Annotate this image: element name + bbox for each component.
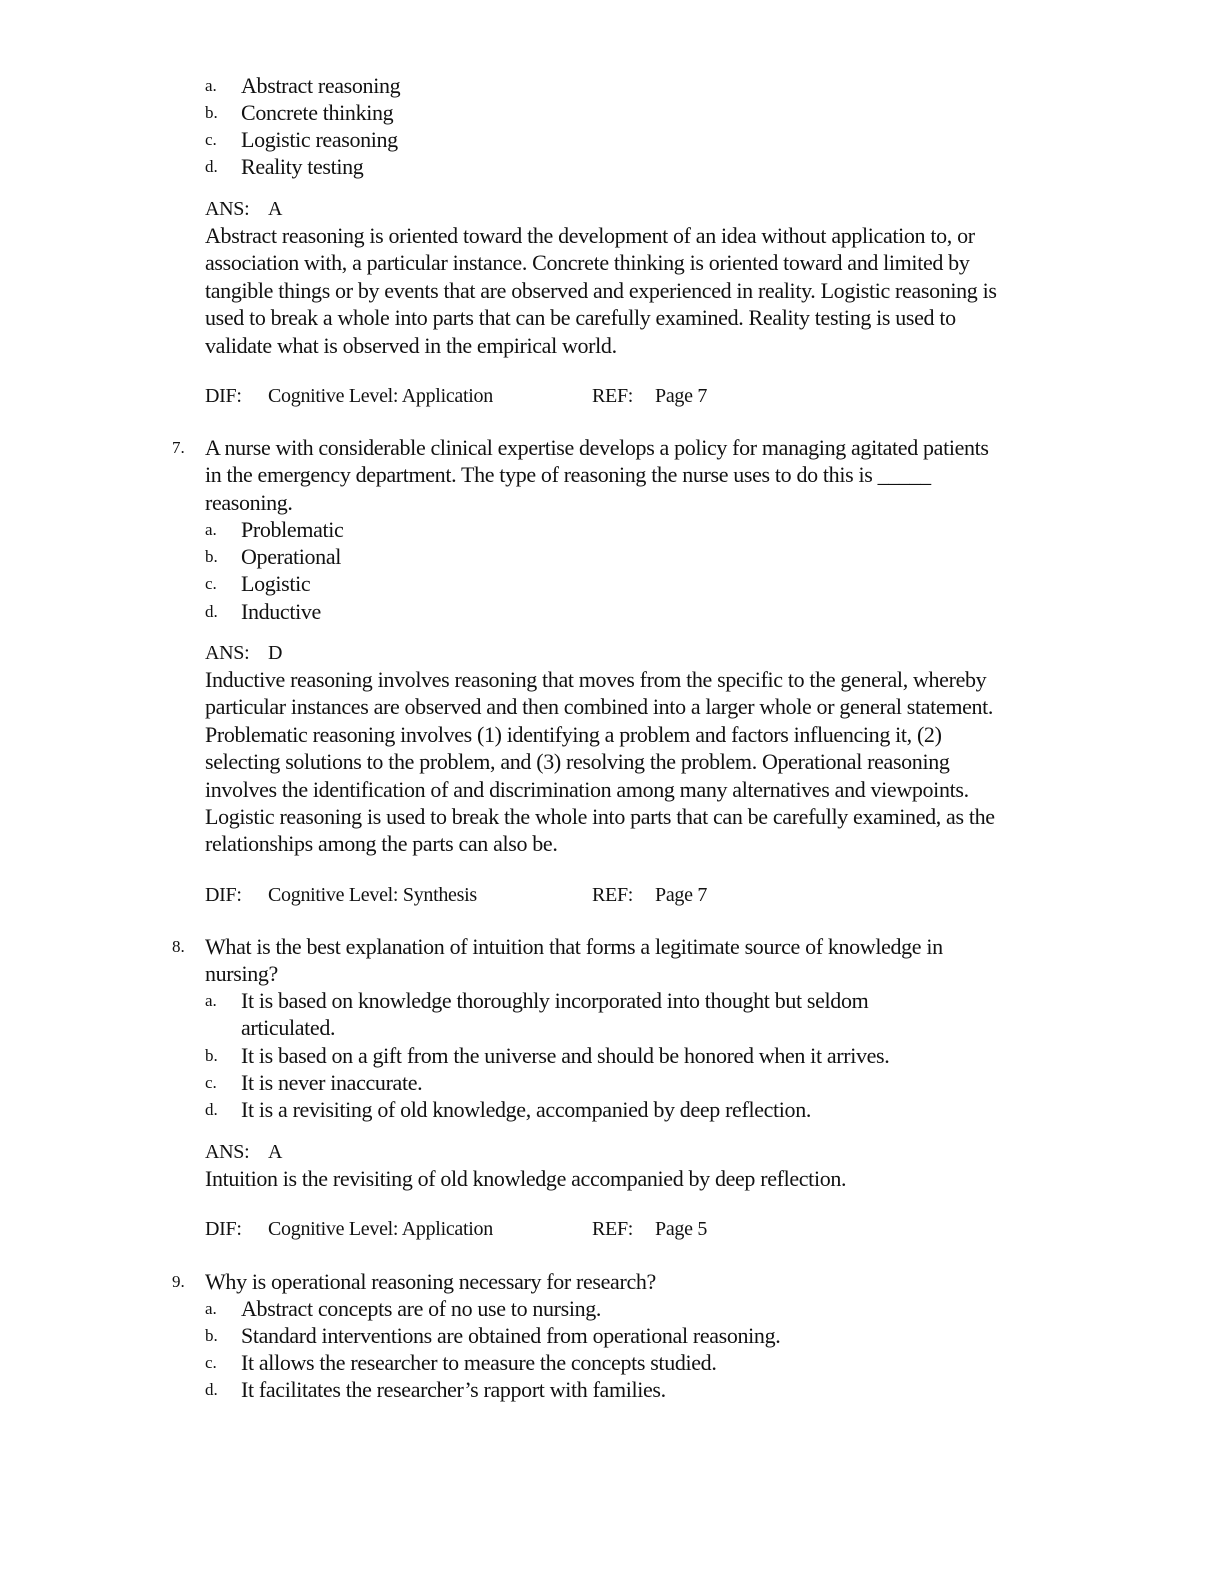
answer-label: ANS: xyxy=(205,642,250,664)
ref-value: Page 5 xyxy=(655,1218,708,1240)
dif-label: DIF: xyxy=(205,884,242,906)
option-letter: c. xyxy=(205,1353,217,1372)
question-number: 7. xyxy=(172,438,185,457)
option-letter: d. xyxy=(205,602,218,621)
rationale-line: Intuition is the revisiting of old knowledge accompanied by deep reflection. xyxy=(205,1166,847,1191)
question-stem xyxy=(205,434,1105,516)
answer-value: A xyxy=(268,198,283,220)
question-stem xyxy=(205,933,1105,988)
option-text: It facilitates the researcher’s rapport with families. xyxy=(241,1377,666,1402)
ref-label: REF: xyxy=(592,1218,634,1240)
rationale xyxy=(205,666,1105,858)
answer-value: A xyxy=(268,1141,283,1163)
option-text: Reality testing xyxy=(241,154,364,179)
rationale-line: relationships among the parts can also be. xyxy=(205,831,558,857)
option-letter: d. xyxy=(205,1100,218,1119)
option-letter: a. xyxy=(205,1299,217,1318)
option-text: It is never inaccurate. xyxy=(241,1070,423,1095)
option-letter: a. xyxy=(205,76,217,95)
stem-line: nursing? xyxy=(205,961,278,987)
rationale-line: association with, a particular instance. Concrete thinking is oriented toward and limited by xyxy=(205,250,970,276)
stem-line: reasoning. xyxy=(205,489,293,515)
answer-label: ANS: xyxy=(205,198,250,220)
rationale-line: involves the identification of and discrimination among many alternatives and viewpoints. xyxy=(205,776,969,802)
option-text: Inductive xyxy=(241,599,321,624)
option-letter: c. xyxy=(205,130,217,149)
option-text-continued: articulated. xyxy=(241,1015,336,1040)
stem-line: in the emergency department. The type of reasoning the nurse uses to do this is _____ xyxy=(205,462,931,488)
option-letter: a. xyxy=(205,520,217,539)
dif-label: DIF: xyxy=(205,1218,242,1240)
option-letter: c. xyxy=(205,1073,217,1092)
dif-value: Cognitive Level: Application xyxy=(268,385,493,407)
option-text: Abstract concepts are of no use to nursing. xyxy=(241,1296,602,1321)
option-letter: b. xyxy=(205,103,218,122)
dif-label: DIF: xyxy=(205,385,242,407)
dif-value: Cognitive Level: Synthesis xyxy=(268,884,477,906)
dif-value: Cognitive Level: Application xyxy=(268,1218,493,1240)
rationale-line: Abstract reasoning is oriented toward the development of an idea without application to, or xyxy=(205,223,975,248)
option-text: Concrete thinking xyxy=(241,100,394,125)
option-text: Standard interventions are obtained from operational reasoning. xyxy=(241,1323,781,1348)
answer-value: D xyxy=(268,642,283,664)
option-text: Operational xyxy=(241,544,341,569)
option-text: It is based on knowledge thoroughly incorporated into thought but seldom xyxy=(241,988,869,1013)
question-stem xyxy=(205,1268,1105,1295)
ref-value: Page 7 xyxy=(655,385,708,407)
answer-label: ANS: xyxy=(205,1141,250,1163)
option-text: It is based on a gift from the universe and should be honored when it arrives. xyxy=(241,1043,890,1068)
option-letter: c. xyxy=(205,574,217,593)
option-letter: b. xyxy=(205,1046,218,1065)
question-number: 9. xyxy=(172,1272,185,1291)
rationale-line: Logistic reasoning is used to break the whole into parts that can be carefully examined, as the xyxy=(205,804,995,830)
ref-label: REF: xyxy=(592,385,634,407)
rationale-line: tangible things or by events that are observed and experienced in reality. Logistic reasoning is xyxy=(205,277,997,303)
rationale-line: Inductive reasoning involves reasoning that moves from the specific to the general, whereby xyxy=(205,667,987,692)
option-text: Abstract reasoning xyxy=(241,73,401,98)
option-letter: b. xyxy=(205,1326,218,1345)
option-text: Problematic xyxy=(241,517,344,542)
rationale xyxy=(205,1165,1105,1192)
option-text: Logistic reasoning xyxy=(241,127,398,152)
rationale-line: particular instances are observed and then combined into a larger whole or general statement. xyxy=(205,694,994,720)
option-text: It allows the researcher to measure the concepts studied. xyxy=(241,1350,717,1375)
rationale-line: Problematic reasoning involves (1) identifying a problem and factors influencing it, (2) xyxy=(205,721,942,747)
ref-value: Page 7 xyxy=(655,884,708,906)
rationale xyxy=(205,222,1105,359)
option-letter: b. xyxy=(205,547,218,566)
question-number: 8. xyxy=(172,937,185,956)
option-text: Logistic xyxy=(241,571,311,596)
option-letter: a. xyxy=(205,991,217,1010)
rationale-line: validate what is observed in the empirical world. xyxy=(205,332,617,358)
stem-line: What is the best explanation of intuition that forms a legitimate source of knowledge in xyxy=(205,934,943,959)
option-letter: d. xyxy=(205,157,218,176)
rationale-line: selecting solutions to the problem, and (3) resolving the problem. Operational reasoning xyxy=(205,749,950,775)
stem-line: Why is operational reasoning necessary for research? xyxy=(205,1269,656,1294)
option-text: It is a revisiting of old knowledge, accompanied by deep reflection. xyxy=(241,1097,812,1122)
rationale-line: used to break a whole into parts that can be carefully examined. Reality testing is used to xyxy=(205,305,956,331)
ref-label: REF: xyxy=(592,884,634,906)
stem-line: A nurse with considerable clinical expertise develops a policy for managing agitated patients xyxy=(205,435,989,460)
option-letter: d. xyxy=(205,1380,218,1399)
